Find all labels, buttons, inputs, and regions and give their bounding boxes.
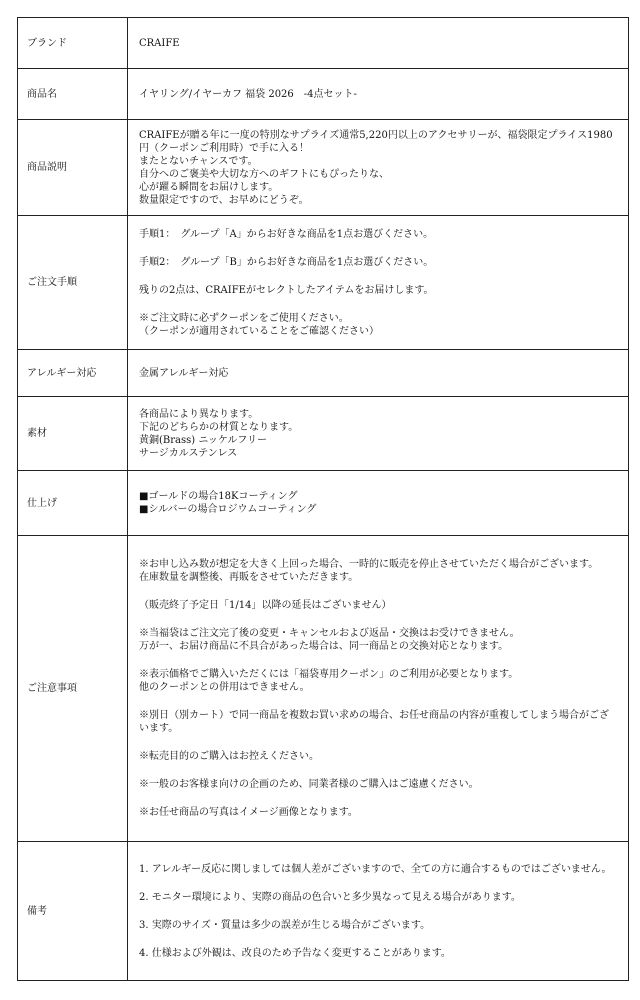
spec-text-line: 金属アレルギー対応 (139, 367, 229, 379)
spec-row-description (18, 120, 629, 216)
spec-text-line: 数量限定ですので、お早めにどうぞ。 (139, 194, 309, 206)
spec-text-line: 手順2： グループ「B」からお好きな商品を1点お選びください。 (139, 256, 434, 268)
spec-text-line: 4. 仕様および外観は、改良のため予告なく変更することがあります。 (139, 947, 451, 959)
spec-value-allergy (128, 350, 629, 397)
spec-text-line: 他のクーポンとの併用はできません。 (139, 682, 310, 693)
spec-value-brand (128, 18, 629, 69)
spec-label-order-steps: ご注文手順 (18, 216, 128, 350)
spec-text-line: 心が躍る瞬間をお届けします。 (139, 181, 279, 193)
spacer (139, 876, 618, 891)
spec-text-line: ■ゴールドの場合18Kコーティング (139, 491, 298, 502)
spec-value-order-steps (128, 216, 629, 350)
spec-label-finish: 仕上げ (18, 471, 128, 536)
spec-text-line: （販売終了予定日「1/14」以降の延長はございません） (139, 600, 392, 611)
product-spec-table (17, 17, 629, 981)
spacer (139, 735, 618, 750)
spec-row-brand (18, 18, 629, 69)
spacer (139, 241, 618, 256)
spec-text-line: ※ご注文時に必ずクーポンをご使用ください。 (139, 312, 349, 324)
spec-text-line: ※表示価格でご購入いただくには「福袋専用クーポン」のご利用が必要となります。 (139, 669, 519, 680)
spec-text-line: ※一般のお客様ま向けの企画のため、同業者様のご購入はご遠慮ください。 (139, 779, 479, 790)
spacer (139, 763, 618, 778)
spec-text-line: CRAIFE (139, 37, 180, 49)
spec-value-remarks (128, 842, 629, 981)
spec-label-notes: ご注意事項 (18, 536, 128, 842)
spec-value-finish (128, 471, 629, 536)
spec-text-line: サージカルステンレス (139, 447, 238, 459)
spec-text-line: ※お任せ商品の写真はイメージ画像となります。 (139, 807, 358, 818)
spacer (139, 269, 618, 284)
spec-text-line: イヤリング/イヤーカフ 福袋 2026 -4点セット- (139, 88, 357, 100)
spec-text-line: 各商品により異なります。 (139, 408, 259, 420)
spec-label-allergy: アレルギー対応 (18, 350, 128, 397)
spec-table-body (18, 18, 629, 981)
spec-text-line: （クーポンが適用されていることをご確認ください） (139, 325, 379, 337)
spec-value-material (128, 397, 629, 471)
spec-row-order-steps (18, 216, 629, 350)
spec-text-line: ※転売目的のご購入はお控えください。 (139, 751, 319, 762)
spacer (139, 791, 618, 806)
spec-label-description: 商品説明 (18, 120, 128, 216)
spec-text-line: CRAIFEが贈る年に一度の特別なサプライズ通常5,220円以上のアクセサリーが、福袋限定プライス1980円（クーポンご利用時）で手に入る！ (139, 129, 613, 154)
spacer (139, 694, 618, 709)
spec-row-remarks (18, 842, 629, 981)
spacer (139, 297, 618, 312)
spec-text-line: またとないチャンスです。 (139, 155, 258, 167)
spacer (139, 904, 618, 919)
spec-label-material: 素材 (18, 397, 128, 471)
spec-text-line: ■シルバーの場合ロジウムコーティング (139, 504, 317, 515)
spec-row-allergy (18, 350, 629, 397)
spec-value-description (128, 120, 629, 216)
spec-text-line: 手順1： グループ「A」からお好きな商品を1点お選びください。 (139, 228, 434, 240)
spec-row-finish (18, 471, 629, 536)
spacer (139, 653, 618, 668)
spec-text-line: 2. モニター環境により、実際の商品の色合いと多少異なって見える場合があります。 (139, 891, 521, 903)
spec-value-notes (128, 536, 629, 842)
spec-label-brand: ブランド (18, 18, 128, 69)
spec-text-line: 自分へのご褒美や大切な方へのギフトにもぴったりな、 (139, 168, 389, 180)
spacer (139, 584, 618, 599)
spec-text-line: 1. アレルギー反応に関しましては個人差がございますので、全ての方に適合するものではございません。 (139, 863, 612, 875)
spec-label-product-name: 商品名 (18, 69, 128, 120)
spec-text-line: 万が一、お届け商品に不具合があった場合は、同一商品との交換対応となります。 (139, 641, 509, 652)
spec-text-line: 在庫数量を調整後、再販をさせていただきます。 (139, 572, 359, 583)
spec-text-line: 3. 実際のサイズ・質量は多少の誤差が生じる場合がございます。 (139, 919, 431, 931)
spec-row-product-name (18, 69, 629, 120)
spec-text-line: ※お申し込み数が想定を大きく上回った場合、一時的に販売を停止させていただく場合がございます。 (139, 559, 599, 570)
spec-row-material (18, 397, 629, 471)
spec-text-line: 下記のどちらかの材質となります。 (139, 421, 299, 433)
spacer (139, 612, 618, 627)
spec-text-line: 残りの2点は、CRAIFEがセレクトしたアイテムをお届けします。 (139, 284, 434, 296)
spacer (139, 932, 618, 947)
spec-text-line: ※当福袋はご注文完了後の変更・キャンセルおよび返品・交換はお受けできません。 (139, 628, 520, 639)
spec-text-line: 黄銅(Brass) ニッケルフリー (139, 434, 268, 446)
spec-value-product-name (128, 69, 629, 120)
spec-text-line: ※別日（別カート）で同一商品を複数お買い求めの場合、お任せ商品の内容が重複してしまう場合がございます。 (139, 710, 609, 734)
spec-label-remarks: 備考 (18, 842, 128, 981)
spec-row-notes (18, 536, 629, 842)
